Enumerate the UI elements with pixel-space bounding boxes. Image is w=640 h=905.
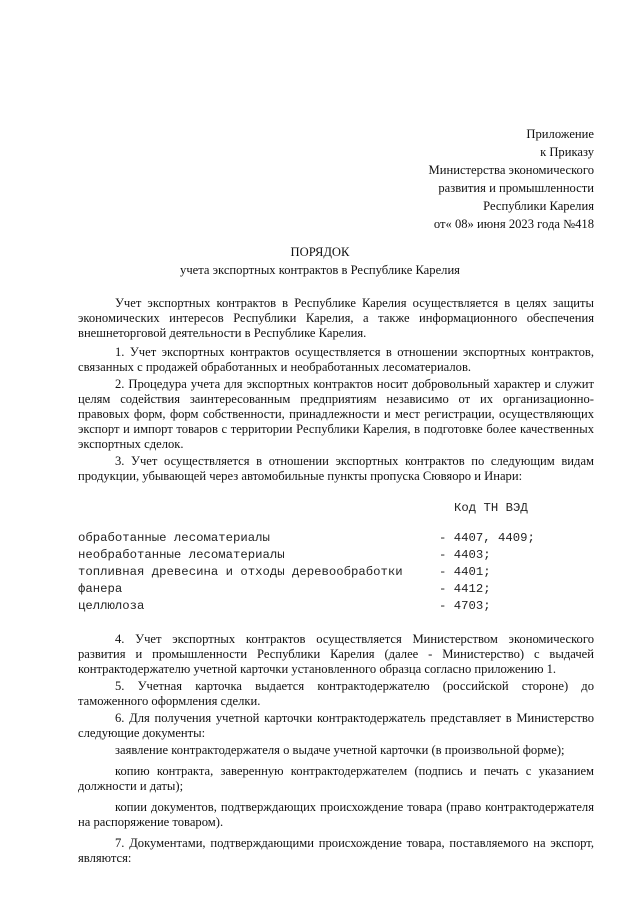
- header-line-appendix: Приложение: [526, 127, 594, 141]
- product-code: - 4403;: [439, 548, 491, 562]
- header-line-republic: Республики Карелия: [483, 199, 594, 213]
- body-top: [78, 296, 594, 484]
- product-name: необработанные лесоматериалы: [78, 548, 285, 562]
- product-code: - 4401;: [439, 565, 491, 579]
- product-code: - 4703;: [439, 599, 491, 613]
- document-title: [0, 243, 640, 279]
- product-name: обработанные лесоматериалы: [78, 531, 270, 545]
- title-subtitle: учета экспортных контрактов в Республике Карелия: [180, 263, 460, 277]
- product-name: фанера: [78, 582, 123, 596]
- header-line-ministry-cont: развития и промышленности: [438, 181, 594, 195]
- intro-paragraph: Учет экспортных контрактов в Республике Карелия осуществляется в целях защиты экономических интересов Республики Карелия, а также информационного обеспечения внешнеторговой деятельности в Республике Карелия.: [78, 296, 594, 340]
- product-code: - 4407, 4409;: [439, 531, 535, 545]
- body-bottom: [78, 632, 594, 866]
- code-table: [78, 530, 598, 615]
- table-row: [78, 581, 598, 598]
- item-2: 2. Процедура учета для экспортных контрактов носит добровольный характер и служит целям содействия заинтересованным предприятиям независимо от их организационно-правовых форм, форм собственности, принадлежности и мест регистрации, осуществляющих экспорт и импорт товаров с территории Республики Карелия, в подготовке более качественных экспортных сделок.: [78, 377, 594, 451]
- title-main: ПОРЯДОК: [290, 245, 350, 259]
- item-6: 6. Для получения учетной карточки контрактодержатель представляет в Министерство следующие документы:: [78, 711, 594, 740]
- item-5: 5. Учетная карточка выдается контрактодержателю (российской стороне) до таможенного оформления сделки.: [78, 679, 594, 708]
- table-row: [78, 547, 598, 564]
- product-name: топливная древесина и отходы деревообработки: [78, 565, 403, 579]
- code-table-header: Код ТН ВЭД: [454, 501, 528, 515]
- item-3: 3. Учет осуществляется в отношении экспортных контрактов по следующим видам продукции, убывающей через автомобильные пункты пропуска Сювяоро и Инари:: [78, 454, 594, 483]
- header-line-ministry: Министерства экономического: [428, 163, 594, 177]
- table-row: [78, 564, 598, 581]
- item-1: 1. Учет экспортных контрактов осуществляется в отношении экспортных контрактов, связанных с продажей обработанных и необработанных лесоматериалов.: [78, 345, 594, 374]
- product-code: - 4412;: [439, 582, 491, 596]
- item-4: 4. Учет экспортных контрактов осуществляется Министерством экономического развития и промышленности Республики Карелия (далее - Министерство) с выдачей контрактодержателю учетной карточки установленного образца согласно приложению 1.: [78, 632, 594, 676]
- product-name: целлюлоза: [78, 599, 145, 613]
- doc-item-origin-docs: копии документов, подтверждающих происхождение товара (право контрактодержателя на распоряжение товаром).: [78, 800, 594, 829]
- doc-item-application: заявление контрактодержателя о выдаче учетной карточки (в произвольной форме);: [115, 743, 565, 757]
- table-row: [78, 598, 598, 615]
- appendix-header: [429, 125, 594, 233]
- header-line-date-number: от« 08» июня 2023 года №418: [433, 217, 594, 231]
- table-row: [78, 530, 598, 547]
- header-line-order: к Приказу: [540, 145, 594, 159]
- item-7: 7. Документами, подтверждающими происхождение товара, поставляемого на экспорт, являются:: [78, 836, 594, 865]
- doc-item-contract-copy: копию контракта, заверенную контрактодержателем (подпись и печать с указанием должности и даты);: [78, 764, 594, 793]
